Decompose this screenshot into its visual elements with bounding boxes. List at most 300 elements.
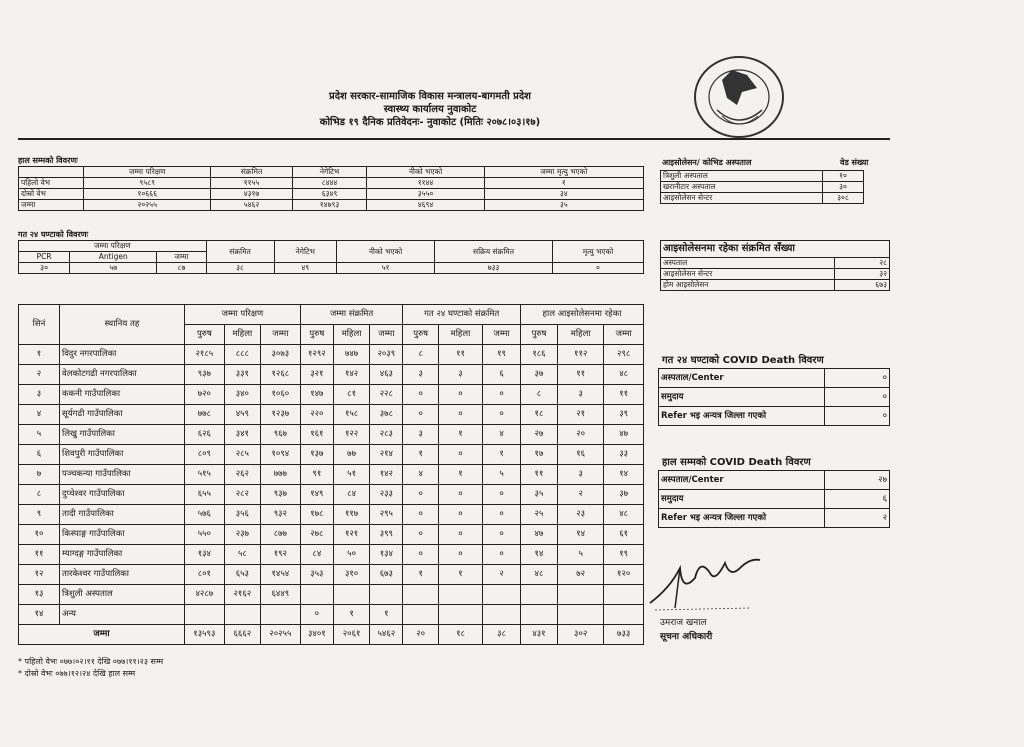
col-sub-female: महिला bbox=[438, 325, 482, 345]
beds-label: वेड संख्या bbox=[840, 158, 869, 167]
row-number: १२ bbox=[19, 565, 60, 585]
cell: ६ bbox=[483, 365, 521, 385]
local-level-name: दुप्चेश्वर गाउँपालिका bbox=[60, 485, 185, 505]
table-row bbox=[19, 605, 644, 625]
footnote-second-wave: * दोस्रो वेभः ०७७।१२।२४ देखि हाल सम्म bbox=[18, 669, 136, 678]
col-tests-group: जम्मा परिक्षण bbox=[19, 241, 207, 252]
cell: समुदाय bbox=[659, 490, 825, 509]
isolation-hospital-table bbox=[660, 170, 864, 204]
cell: ३०८ bbox=[823, 193, 864, 204]
cell: २७ bbox=[825, 471, 890, 490]
cell: १२२ bbox=[333, 425, 369, 445]
cell: ८७७ bbox=[261, 525, 301, 545]
cell: २०२५५ bbox=[84, 200, 211, 211]
cell: १८ bbox=[438, 625, 482, 645]
cell: ० bbox=[403, 385, 438, 405]
cell: २६२ bbox=[224, 465, 260, 485]
row-number: १३ bbox=[19, 585, 60, 605]
cell: ९३२ bbox=[261, 505, 301, 525]
cell: ५१ bbox=[333, 465, 369, 485]
cell: ७७ bbox=[333, 445, 369, 465]
cell bbox=[520, 605, 557, 625]
cell: ५१५ bbox=[185, 465, 225, 485]
cell: ४९ bbox=[274, 263, 336, 274]
cell: ३ bbox=[403, 365, 438, 385]
cell: ३८ bbox=[206, 263, 274, 274]
cell: ६१ bbox=[604, 525, 644, 545]
last24-title: गत २४ घण्टाको विवरणः bbox=[18, 230, 89, 239]
cell: १२९२ bbox=[300, 345, 333, 365]
cell: ३ bbox=[558, 465, 604, 485]
cell: ३० bbox=[19, 263, 70, 274]
cell: ८०१ bbox=[185, 565, 225, 585]
death24-table bbox=[658, 368, 890, 426]
header-line-1: प्रदेश सरकार-सामाजिक विकास मन्त्रालय-बागमती प्रदेश bbox=[329, 91, 531, 102]
cell: ८८८ bbox=[224, 345, 260, 365]
cell: ३ bbox=[558, 385, 604, 405]
cell: २८५ bbox=[224, 445, 260, 465]
cell: अस्पताल/Center bbox=[659, 369, 825, 388]
cell: २८३ bbox=[370, 425, 403, 445]
local-level-name: तादी गाउँपालिका bbox=[60, 505, 185, 525]
local-level-name: त्रिशुली अस्पताल bbox=[60, 585, 185, 605]
row-number: १ bbox=[19, 345, 60, 365]
cell: ० bbox=[552, 263, 643, 274]
col-negative: नेगेटिभ bbox=[274, 241, 336, 263]
cell: ६५३ bbox=[224, 565, 260, 585]
cell: १ bbox=[483, 445, 521, 465]
cell: १४९ bbox=[300, 485, 333, 505]
cell: ८१ bbox=[333, 385, 369, 405]
table-row bbox=[659, 490, 890, 509]
cell bbox=[520, 585, 557, 605]
cell: आइसोलेसन सेन्टर bbox=[661, 269, 835, 280]
cell: ३८ bbox=[483, 625, 521, 645]
cell: ४ bbox=[483, 425, 521, 445]
cell: १ bbox=[370, 605, 403, 625]
footnotes bbox=[18, 656, 163, 680]
col-total: जम्मा bbox=[157, 252, 206, 263]
table-row bbox=[659, 369, 890, 388]
stamp-seal-icon bbox=[692, 50, 787, 145]
table-row bbox=[19, 525, 644, 545]
cell: दोस्रो वेभ bbox=[19, 189, 84, 200]
cell: ४३१७ bbox=[211, 189, 292, 200]
table-row bbox=[19, 485, 644, 505]
cell: ३९ bbox=[604, 405, 644, 425]
cell bbox=[403, 585, 438, 605]
local-level-table bbox=[18, 304, 644, 645]
cell: ८४ bbox=[300, 545, 333, 565]
cell: ४८ bbox=[520, 565, 557, 585]
cell: ३५६ bbox=[224, 505, 260, 525]
cell: २०२५५ bbox=[261, 625, 301, 645]
row-number: ७ bbox=[19, 465, 60, 485]
table-header-row bbox=[661, 241, 890, 258]
table-header-row bbox=[19, 305, 644, 325]
cell: ३३ bbox=[604, 445, 644, 465]
cell: ९१ bbox=[300, 465, 333, 485]
cell bbox=[185, 605, 225, 625]
cell: ४६३ bbox=[370, 365, 403, 385]
signature-icon bbox=[640, 548, 770, 618]
cell bbox=[370, 585, 403, 605]
table-row bbox=[661, 193, 864, 204]
col-iso-group: हाल आइसोलेसनमा रहेका bbox=[520, 305, 643, 325]
office-stamp bbox=[692, 50, 787, 145]
cell: ८४४४ bbox=[292, 178, 367, 189]
last24-table bbox=[18, 240, 644, 274]
cell: ५८ bbox=[224, 545, 260, 565]
cell: ३० bbox=[823, 182, 864, 193]
signatory-role: सूचना अधिकारी bbox=[660, 632, 713, 642]
col-antigen: Antigen bbox=[70, 252, 157, 263]
cell bbox=[483, 605, 521, 625]
cell: ११४४ bbox=[367, 178, 484, 189]
cell: ५५० bbox=[185, 525, 225, 545]
cell: ७७८ bbox=[185, 405, 225, 425]
cell: ३१० bbox=[333, 565, 369, 585]
cell bbox=[604, 585, 644, 605]
cell: ३५ bbox=[484, 200, 643, 211]
cell bbox=[333, 585, 369, 605]
cell: ९६७ bbox=[261, 425, 301, 445]
total-label: जम्मा bbox=[19, 625, 185, 645]
table-row bbox=[19, 345, 644, 365]
local-level-name: तारकेश्वर गाउँपालिका bbox=[60, 565, 185, 585]
cell: १२१ bbox=[333, 525, 369, 545]
cell: ० bbox=[483, 545, 521, 565]
cell: १ bbox=[333, 605, 369, 625]
cell: १२६८ bbox=[261, 365, 301, 385]
cell: ० bbox=[403, 545, 438, 565]
cell: ५ bbox=[558, 545, 604, 565]
col-local-level: स्थानिय तह bbox=[60, 305, 185, 345]
cell: २७८ bbox=[300, 525, 333, 545]
cell: २८ bbox=[835, 258, 890, 269]
col-sub-total: जम्मा bbox=[604, 325, 644, 345]
col-sub-male: पुरुष bbox=[403, 325, 438, 345]
row-number: १४ bbox=[19, 605, 60, 625]
cell: १३४ bbox=[370, 545, 403, 565]
col-infected: संक्रमित bbox=[206, 241, 274, 263]
row-number: ९ bbox=[19, 505, 60, 525]
cell: १७८ bbox=[300, 505, 333, 525]
local-level-name: किस्पाङ्ग गाउँपालिका bbox=[60, 525, 185, 545]
cell: ५४६२ bbox=[370, 625, 403, 645]
table-row bbox=[19, 405, 644, 425]
cell: २० bbox=[403, 625, 438, 645]
cell: ५७ bbox=[70, 263, 157, 274]
cell: ० bbox=[438, 485, 482, 505]
table-row bbox=[19, 178, 644, 189]
row-number: ६ bbox=[19, 445, 60, 465]
cell: ० bbox=[483, 485, 521, 505]
cell: ० bbox=[438, 405, 482, 425]
cell: ६४४९ bbox=[261, 585, 301, 605]
isolation-hospital-title: आइसोलेसन/ कोभिड अस्पताल bbox=[662, 158, 752, 167]
cell: Refer भइ अन्यत्र जिल्ला गएको bbox=[659, 407, 825, 426]
table-row bbox=[19, 585, 644, 605]
cell: २२० bbox=[300, 405, 333, 425]
cell: १५८ bbox=[333, 405, 369, 425]
col-sub-total: जम्मा bbox=[370, 325, 403, 345]
cell: ३२१ bbox=[300, 365, 333, 385]
table-row bbox=[19, 545, 644, 565]
cell: अस्पताल/Center bbox=[659, 471, 825, 490]
cell: २२८ bbox=[370, 385, 403, 405]
cell: १७ bbox=[520, 445, 557, 465]
cell: ४८ bbox=[604, 365, 644, 385]
cell: ४३१ bbox=[520, 625, 557, 645]
cumulative-title: हाल सम्मको विवरणः bbox=[18, 156, 78, 165]
cell: ३५५० bbox=[367, 189, 484, 200]
table-header-row bbox=[19, 167, 644, 178]
cell: १३५९३ bbox=[185, 625, 225, 645]
local-level-name: शिवपुरी गाउँपालिका bbox=[60, 445, 185, 465]
cell: २ bbox=[825, 509, 890, 528]
cell: त्रिशुली अस्पताल bbox=[661, 171, 823, 182]
cell: १०६६६ bbox=[84, 189, 211, 200]
col-sub-female: महिला bbox=[558, 325, 604, 345]
col-sn: सिनं bbox=[19, 305, 60, 345]
cell: १९ bbox=[604, 545, 644, 565]
cell: ० bbox=[483, 505, 521, 525]
cell: ७२० bbox=[185, 385, 225, 405]
cell: ४५९ bbox=[224, 405, 260, 425]
cell: २ bbox=[558, 485, 604, 505]
cell: ३७८ bbox=[370, 405, 403, 425]
cell: २०६१ bbox=[333, 625, 369, 645]
cell: १ bbox=[484, 178, 643, 189]
local-level-name: विदुर नगरपालिका bbox=[60, 345, 185, 365]
row-number: ११ bbox=[19, 545, 60, 565]
cell: ६३४९ bbox=[292, 189, 367, 200]
row-number: १० bbox=[19, 525, 60, 545]
cell: १४७ bbox=[300, 385, 333, 405]
cell: समुदाय bbox=[659, 388, 825, 407]
cell: १४ bbox=[558, 525, 604, 545]
cell: ६ bbox=[825, 490, 890, 509]
header-line-3: कोभिड १९ दैनिक प्रतिवेदनः- नुवाकोट (मितिः २०७८।०३।१७) bbox=[319, 117, 541, 128]
cell: ११ bbox=[604, 385, 644, 405]
cell: ६७३ bbox=[835, 280, 890, 291]
cell: २८२ bbox=[224, 485, 260, 505]
cell: ३९९ bbox=[370, 525, 403, 545]
cell: ५० bbox=[333, 545, 369, 565]
cell: ० bbox=[403, 485, 438, 505]
cell: ६५५ bbox=[185, 485, 225, 505]
cell: २३७ bbox=[224, 525, 260, 545]
cell: ११ bbox=[438, 345, 482, 365]
cell: ११ bbox=[520, 465, 557, 485]
cell: १९२ bbox=[261, 545, 301, 565]
table-row bbox=[19, 263, 644, 274]
cell: ३ bbox=[438, 365, 482, 385]
table-row bbox=[19, 189, 644, 200]
cell: खरानीटार अस्पताल bbox=[661, 182, 823, 193]
cell: ८०९ bbox=[185, 445, 225, 465]
row-number: ८ bbox=[19, 485, 60, 505]
cell: ३५३ bbox=[300, 565, 333, 585]
cell: ११२ bbox=[558, 345, 604, 365]
cell: २१ bbox=[558, 405, 604, 425]
col-infected: संक्रमित bbox=[211, 167, 292, 178]
cell: १६१ bbox=[300, 425, 333, 445]
cell: ० bbox=[403, 525, 438, 545]
signatory bbox=[660, 616, 712, 644]
document-header bbox=[230, 90, 630, 129]
cumulative-table bbox=[18, 166, 644, 211]
table-header-row bbox=[19, 241, 644, 252]
death-total-table bbox=[658, 470, 890, 528]
cell: २३३ bbox=[370, 485, 403, 505]
cell: ३ bbox=[403, 425, 438, 445]
table-row bbox=[661, 269, 890, 280]
row-number: ३ bbox=[19, 385, 60, 405]
cell: Refer भइ अन्यत्र जिल्ला गएको bbox=[659, 509, 825, 528]
cell: १ bbox=[403, 445, 438, 465]
cell: १२३७ bbox=[261, 405, 301, 425]
cell: ३७ bbox=[520, 365, 557, 385]
col-sub-male: पुरुष bbox=[185, 325, 225, 345]
col-24h-group: गत २४ घण्टाको संक्रमित bbox=[403, 305, 520, 325]
cell: १३७ bbox=[300, 445, 333, 465]
cell: ४८ bbox=[604, 505, 644, 525]
table-row bbox=[19, 445, 644, 465]
table-row bbox=[661, 182, 864, 193]
col-deaths: जम्मा मृत्यु भएको bbox=[484, 167, 643, 178]
cell bbox=[604, 605, 644, 625]
cell: ० bbox=[438, 505, 482, 525]
table-row bbox=[659, 471, 890, 490]
col-sub-female: महिला bbox=[224, 325, 260, 345]
cell: २० bbox=[558, 425, 604, 445]
cell: ४ bbox=[403, 465, 438, 485]
local-level-name: लिखु गाउँपालिका bbox=[60, 425, 185, 445]
cell: २७ bbox=[520, 425, 557, 445]
local-level-name: पञ्चकन्या गाउँपालिका bbox=[60, 465, 185, 485]
cell: ३२ bbox=[835, 269, 890, 280]
cell: १०९४ bbox=[261, 445, 301, 465]
col-sub-total: जम्मा bbox=[483, 325, 521, 345]
cell: १ bbox=[438, 465, 482, 485]
cell bbox=[483, 585, 521, 605]
cell: ० bbox=[483, 525, 521, 545]
col-recovered: नीको भएको bbox=[336, 241, 434, 263]
cell: ६६६२ bbox=[224, 625, 260, 645]
row-number: ४ bbox=[19, 405, 60, 425]
cell: ४६९४ bbox=[367, 200, 484, 211]
col-negative: नेगेटिभ bbox=[292, 167, 367, 178]
cell: २०३९ bbox=[370, 345, 403, 365]
local-level-name: अन्य bbox=[60, 605, 185, 625]
header-line-2: स्वास्थ्य कार्यालय नुवाकोट bbox=[383, 104, 477, 115]
col-sub-total: जम्मा bbox=[261, 325, 301, 345]
cell bbox=[558, 585, 604, 605]
col-recovered: नीको भएको bbox=[367, 167, 484, 178]
cell: १०६० bbox=[261, 385, 301, 405]
col-sub-male: पुरुष bbox=[300, 325, 333, 345]
cell: २९५ bbox=[370, 505, 403, 525]
cell: ० bbox=[438, 385, 482, 405]
cell: ७३३ bbox=[435, 263, 553, 274]
cell: २९८ bbox=[604, 345, 644, 365]
table-row bbox=[661, 258, 890, 269]
cell: ० bbox=[438, 545, 482, 565]
cell: ० bbox=[483, 405, 521, 425]
cell: पहिलो वेभ bbox=[19, 178, 84, 189]
cell: २३ bbox=[558, 505, 604, 525]
total-row bbox=[19, 625, 644, 645]
cell bbox=[438, 585, 482, 605]
table-row bbox=[661, 171, 864, 182]
cell: ३३१ bbox=[224, 365, 260, 385]
cell: १ bbox=[438, 425, 482, 445]
cell: ० bbox=[825, 407, 890, 426]
cell bbox=[403, 605, 438, 625]
cell: ९३७ bbox=[185, 365, 225, 385]
cell: ३४१ bbox=[224, 425, 260, 445]
table-row bbox=[19, 365, 644, 385]
cell: २१८५ bbox=[185, 345, 225, 365]
cell: ७३३ bbox=[604, 625, 644, 645]
cell: ० bbox=[438, 445, 482, 465]
in-isolation-table bbox=[660, 240, 890, 291]
table-row bbox=[659, 388, 890, 407]
cell: अस्पताल bbox=[661, 258, 835, 269]
cell: आइसोलेसन सेन्टर bbox=[661, 193, 823, 204]
cell: ४७ bbox=[604, 425, 644, 445]
cell bbox=[300, 585, 333, 605]
cell: ५४६२ bbox=[211, 200, 292, 211]
cell: ३४ bbox=[484, 189, 643, 200]
footnote-first-wave: * पहिलो वेभः ०७७।०२।११ देखि ०७७।११।२३ सम्म bbox=[18, 657, 164, 666]
cell: १९ bbox=[483, 345, 521, 365]
cell: ६२६ bbox=[185, 425, 225, 445]
cell: ५१ bbox=[336, 263, 434, 274]
col-active: सक्रिय संक्रमित bbox=[435, 241, 553, 263]
table-row bbox=[19, 565, 644, 585]
cell bbox=[558, 605, 604, 625]
cell bbox=[224, 605, 260, 625]
cell: ८७ bbox=[157, 263, 206, 274]
cell: ३७ bbox=[604, 485, 644, 505]
cell: ३४० bbox=[224, 385, 260, 405]
cell: २५ bbox=[520, 505, 557, 525]
local-level-name: म्याग्दङ्ग गाउँपालिका bbox=[60, 545, 185, 565]
row-number: ५ bbox=[19, 425, 60, 445]
cell: १४५४ bbox=[261, 565, 301, 585]
cell: ७२ bbox=[558, 565, 604, 585]
cell: ८४ bbox=[333, 485, 369, 505]
table-row bbox=[659, 407, 890, 426]
cell: १ bbox=[403, 565, 438, 585]
col-deaths: मृत्यु भएको bbox=[552, 241, 643, 263]
col-infected-group: जम्मा संक्रमित bbox=[300, 305, 403, 325]
cell: ९५८९ bbox=[84, 178, 211, 189]
cell: ११५५ bbox=[211, 178, 292, 189]
signatory-name: उमराज खनाल bbox=[660, 618, 707, 628]
cell: २१६२ bbox=[224, 585, 260, 605]
cell: ९३७ bbox=[261, 485, 301, 505]
cell: ५ bbox=[483, 465, 521, 485]
table-row bbox=[19, 465, 644, 485]
cell: होम आइसोलेसन bbox=[661, 280, 835, 291]
in-isolation-title: आइसोलेसनमा रहेका संक्रमित सँख्या bbox=[661, 241, 890, 258]
cell: ० bbox=[300, 605, 333, 625]
signature bbox=[640, 548, 770, 618]
